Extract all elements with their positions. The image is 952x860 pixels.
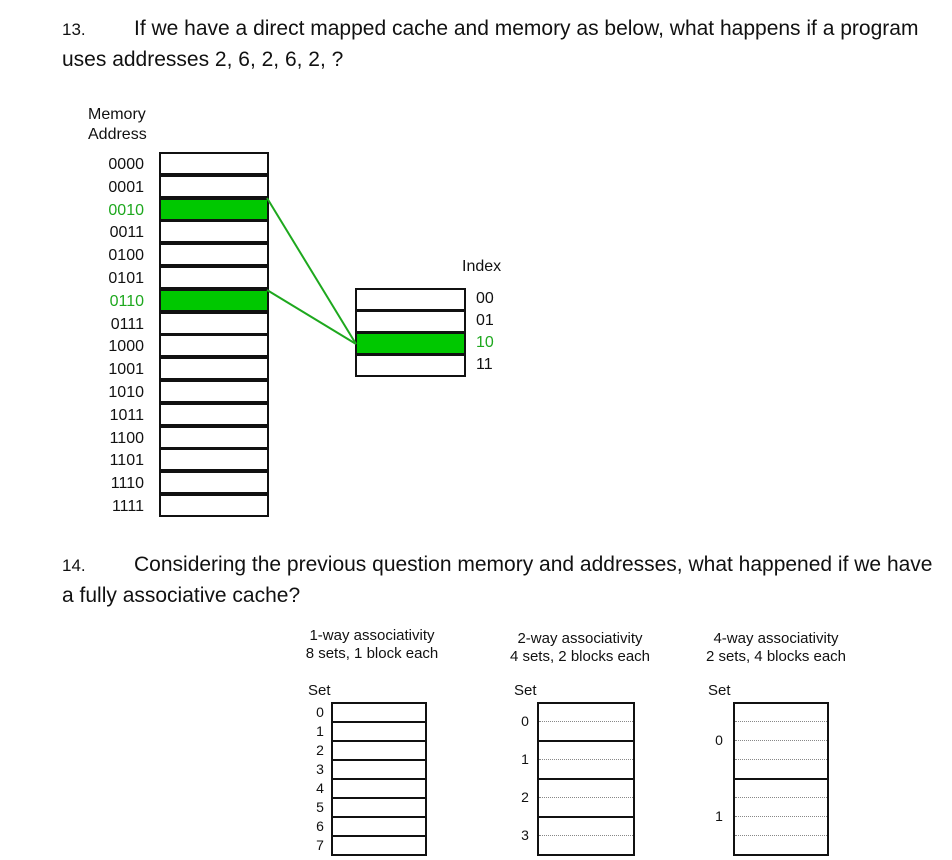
cache-set-block xyxy=(537,778,635,818)
memory-address-label: 0001 xyxy=(108,179,144,196)
cache-set-block xyxy=(537,740,635,780)
block-divider xyxy=(539,797,633,798)
mapping-line-0110 xyxy=(267,290,356,344)
cache-set-block xyxy=(331,759,427,780)
memory-address-label: 1111 xyxy=(111,498,144,515)
cache-set-block xyxy=(537,816,635,856)
set-number: 1 xyxy=(316,723,324,739)
block-divider xyxy=(539,835,633,836)
memory-address-label: 0110 xyxy=(109,293,144,310)
set-number: 1 xyxy=(521,751,529,767)
set-number: 0 xyxy=(715,732,723,748)
cache-set-block xyxy=(331,816,427,837)
assoc-1way-set-label: Set xyxy=(308,682,331,699)
memory-address-label: 1101 xyxy=(109,452,144,469)
assoc-1way-title: 1-way associativity xyxy=(309,627,435,644)
question-14-text: Considering the previous question memory and addresses, what happened if we have a fully associative cache? xyxy=(62,553,933,607)
set-number: 3 xyxy=(521,827,529,843)
set-number: 0 xyxy=(521,713,529,729)
cache-index-label: 10 xyxy=(476,334,494,351)
memory-address-label: 1110 xyxy=(110,475,144,492)
memory-address-label: 1010 xyxy=(108,384,144,401)
question-14 xyxy=(62,550,942,611)
assoc-1way-subtitle: 8 sets, 1 block each xyxy=(305,645,439,662)
set-number: 2 xyxy=(521,789,529,805)
set-number: 6 xyxy=(316,818,324,834)
cache-set-block xyxy=(331,835,427,856)
cache-index-header: Index xyxy=(462,258,502,275)
cache-set-block xyxy=(537,702,635,742)
memory-address-label: 0000 xyxy=(108,156,144,173)
cache-set-block xyxy=(331,797,427,818)
memory-address-label: 1001 xyxy=(108,361,144,378)
question-13-number: 13. xyxy=(62,20,86,39)
block-divider xyxy=(735,721,827,722)
set-number: 4 xyxy=(316,780,324,796)
cache-set-block xyxy=(331,740,427,761)
assoc-2way-title: 2-way associativity xyxy=(517,630,643,647)
block-divider xyxy=(539,721,633,722)
memory-address-label: 1000 xyxy=(108,338,144,355)
block-divider xyxy=(735,835,827,836)
assoc-2way-set-label: Set xyxy=(514,682,537,699)
memory-address-label: 0011 xyxy=(109,224,144,241)
cache-index-label: 00 xyxy=(476,290,494,307)
assoc-2way-subtitle: 4 sets, 2 blocks each xyxy=(509,648,651,665)
memory-address-label: 1100 xyxy=(109,430,144,447)
memory-address-label: 0010 xyxy=(108,202,144,219)
set-number: 5 xyxy=(316,799,324,815)
set-number: 1 xyxy=(715,808,723,824)
block-divider xyxy=(735,816,827,817)
assoc-4way-caption xyxy=(686,630,866,666)
assoc-2way-caption xyxy=(490,630,670,666)
set-number: 7 xyxy=(316,837,324,853)
block-divider xyxy=(735,797,827,798)
question-14-number: 14. xyxy=(62,556,86,575)
mapping-line-0010 xyxy=(267,198,356,344)
set-number: 0 xyxy=(316,704,324,720)
memory-address-label: 0111 xyxy=(110,316,144,333)
cache-set-block xyxy=(733,702,829,780)
cache-index-label: 01 xyxy=(476,312,494,329)
memory-header-line2: Address xyxy=(88,126,147,143)
cache-set-block xyxy=(331,778,427,799)
cache-set-block xyxy=(733,778,829,856)
cache-set-block xyxy=(331,702,427,723)
memory-header-line1: Memory xyxy=(88,106,146,123)
memory-address-label: 0100 xyxy=(108,247,144,264)
cache-index-label: 11 xyxy=(476,356,493,373)
set-number: 3 xyxy=(316,761,324,777)
assoc-4way-subtitle: 2 sets, 4 blocks each xyxy=(705,648,847,665)
memory-address-label: 0101 xyxy=(108,270,144,287)
set-number: 2 xyxy=(316,742,324,758)
memory-address-label: 1011 xyxy=(109,407,144,424)
block-divider xyxy=(735,759,827,760)
block-divider xyxy=(539,759,633,760)
assoc-1way-caption xyxy=(282,627,462,663)
question-13-text: If we have a direct mapped cache and memory as below, what happens if a program uses addresses 2, 6, 2, 6, 2, ? xyxy=(62,17,919,71)
assoc-4way-title: 4-way associativity xyxy=(713,630,839,647)
assoc-4way-set-label: Set xyxy=(708,682,731,699)
block-divider xyxy=(735,740,827,741)
cache-set-block xyxy=(331,721,427,742)
